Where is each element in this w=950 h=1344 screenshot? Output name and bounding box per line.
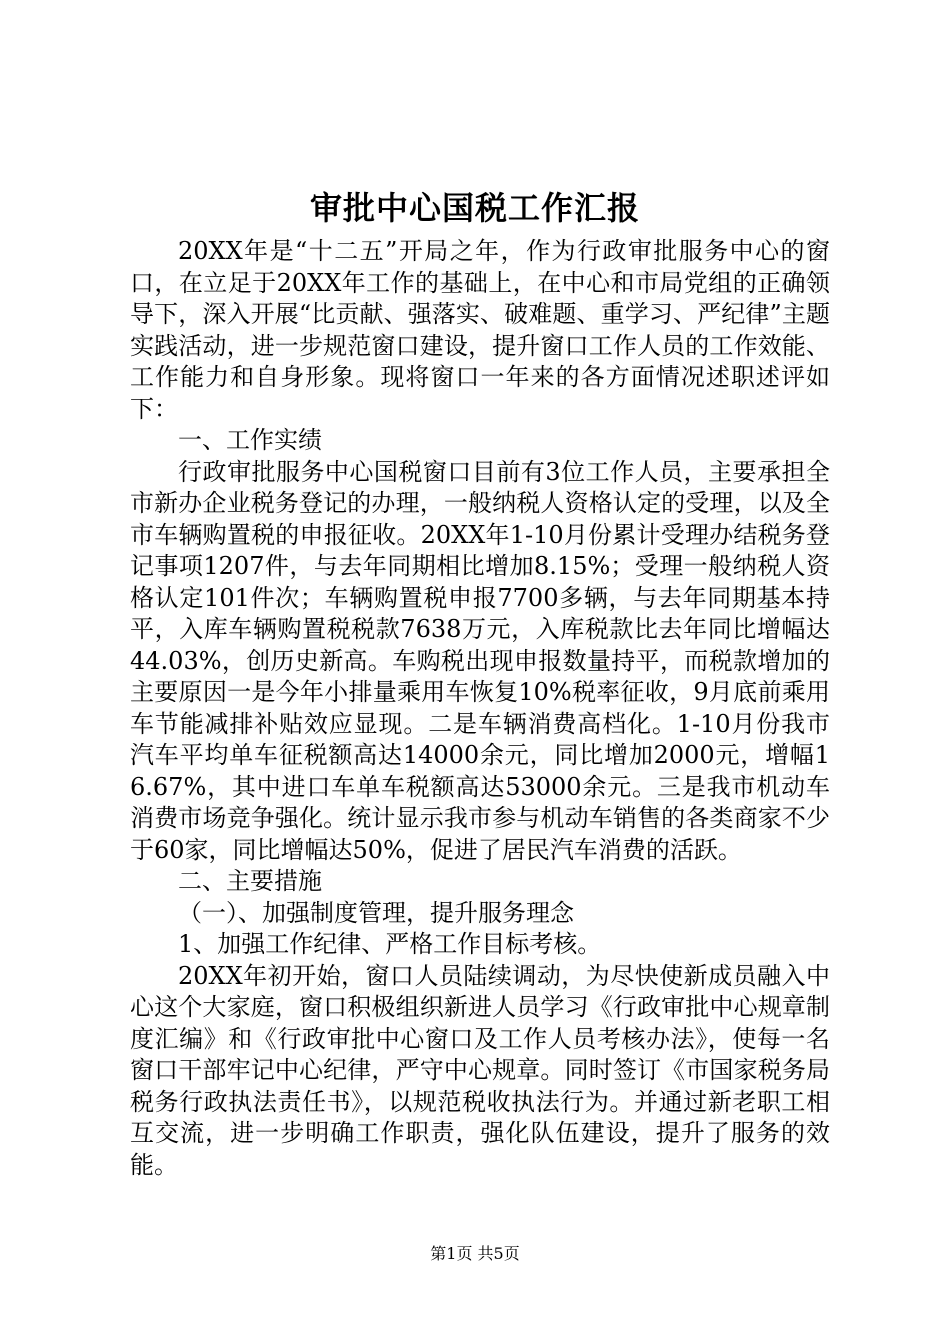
subheading-discipline: 1、加强工作纪律、严格工作目标考核。 bbox=[178, 930, 602, 958]
heading-work-results: 一、工作实绩 bbox=[178, 426, 322, 454]
document-body bbox=[130, 236, 830, 1181]
heading-main-measures: 二、主要措施 bbox=[178, 867, 322, 895]
document-title: 审批中心国税工作汇报 bbox=[309, 189, 640, 227]
subheading-system-management: （一）、加强制度管理，提升服务理念 bbox=[178, 898, 574, 927]
page-footer: 第1页 共5页 bbox=[430, 1244, 520, 1263]
paragraph-discipline: 20XX年初开始，窗口人员陆续调动，为尽快使新成员融入中心这个大家庭，窗口积极组织新进人员学习《行政审批中心规章制度汇编》和《行政审批中心窗口及工作人员考核办法》，使每一名窗口干部牢记中心纪律，严守中心规章。同时签订《市国家税务局税务行政执法责任书》，以规范税收执法行为。并通过新老职工相互交流，进一步明确工作职责，强化队伍建设，提升了服务的效能。 bbox=[130, 961, 830, 1179]
paragraph-work-results: 行政审批服务中心国税窗口目前有3位工作人员，主要承担全市新办企业税务登记的办理，一般纳税人资格认定的受理，以及全市车辆购置税的申报征收。20XX年1-10月份累计受理办结税务登记事项1207件，与去年同期相比增加8.15%；受理一般纳税人资格认定101件次；车辆购置税申报7700多辆，与去年同期基本持平，入库车辆购置税税款7638万元，入库税款比去年同比增幅达44.03%，创历史新高。车购税出现申报数量持平，而税款增加的主要原因一是今年小排量乘用车恢复10%税率征收，9月底前乘用车节能减排补贴效应显现。二是车辆消费高档化。1-10月份我市汽车平均单车征税额高达14000余元，同比增加2000元，增幅16.67%，其中进口车单车税额高达53000余元。三是我市机动车消费市场竞争强化。统计显示我市参与机动车销售的各类商家不少于60家，同比增幅达50%，促进了居民汽车消费的活跃。 bbox=[130, 457, 830, 864]
paragraph-intro: 20XX年是“十二五”开局之年，作为行政审批服务中心的窗口，在立足于20XX年工作的基础上，在中心和市局党组的正确领导下，深入开展“比贡献、强落实、破难题、重学习、严纪律”主题实践活动，进一步规范窗口建设，提升窗口工作人员的工作效能、工作能力和自身形象。现将窗口一年来的各方面情况述职述评如下： bbox=[130, 237, 830, 423]
